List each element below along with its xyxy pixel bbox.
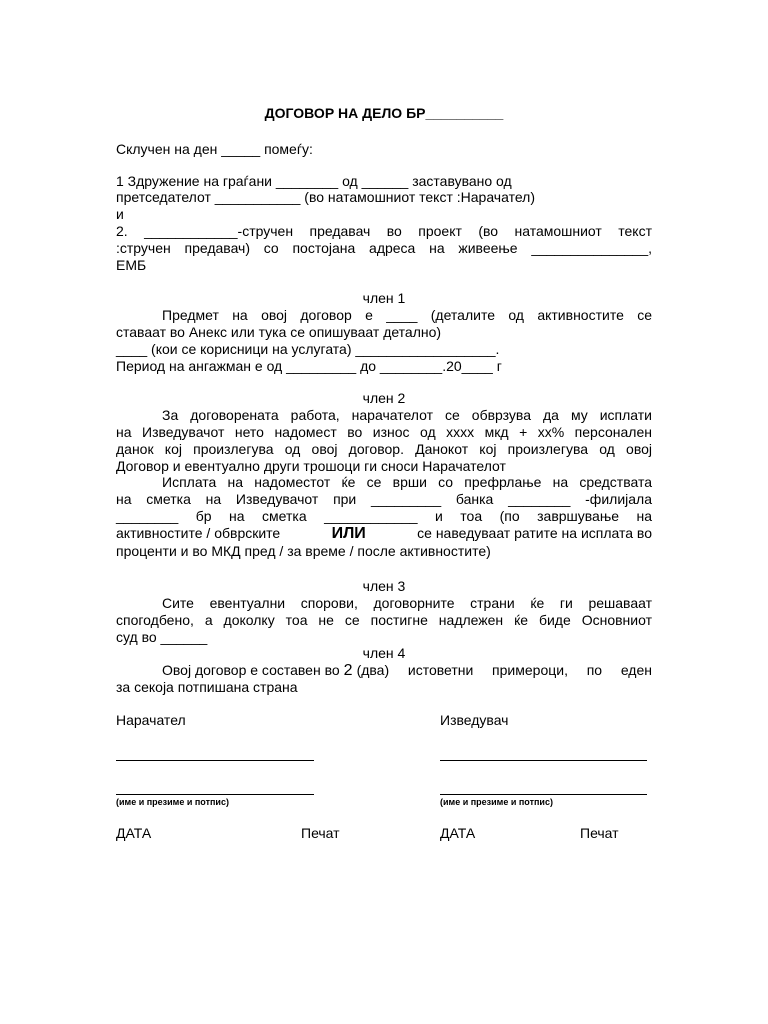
contractor-signature-line-2 (440, 794, 647, 795)
contractor-signature-line-1 (440, 760, 647, 761)
clause-2-line-7: ________ бр на сметка ____________ и тоа (по завршување на (116, 508, 652, 524)
clause-3-heading: член 3 (362, 578, 406, 594)
document-title: ДОГОВОР НА ДЕЛО БР__________ (264, 105, 504, 121)
clause-1-line-4: Период на ангажман е од _________ до ________.20____ г (116, 358, 502, 374)
clause-4-line-1-end: (два) истоветни примероци, по еден (356, 662, 652, 678)
clause-2-heading: член 2 (362, 390, 406, 406)
clause-3-line-1: Сите евентуални спорови, договорните страни ќе ги решаваат (162, 595, 652, 611)
party-1-line-2: претседателот ___________ (во натамошниот текст :Нарачател) (116, 189, 535, 205)
conjunction-and: и (116, 206, 124, 222)
clause-2-line-5: Исплата на надоместот ќе се врши со префрлање на средствата (162, 474, 652, 490)
clause-2-line-8 (116, 524, 652, 543)
clause-2-line-4: Договор и евентуално други трошоци ги сноси Нарачателот (116, 458, 506, 474)
emphasis-or: ИЛИ (331, 525, 366, 542)
clause-1-line-1: Предмет на овој договор е ____ (деталите од активностите се (162, 307, 652, 323)
copies-count: 2 (343, 662, 353, 679)
clause-1-line-2: ставаат во Анекс или тука се опишуваат детално) (116, 324, 442, 340)
client-signature-caption: (име и презиме и потпис) (116, 797, 229, 807)
contractor-stamp-label: Печат (580, 825, 619, 841)
clause-2-line-6: на сметка на Изведувачот при _________ банка ________ -филијала (116, 491, 652, 507)
contractor-signature-caption: (име и презиме и потпис) (440, 797, 553, 807)
client-label: Нарачател (116, 712, 186, 728)
clause-1-heading: член 1 (362, 290, 406, 306)
party-1-line-1: 1 Здружение на граѓани ________ од ______ заставувано од (116, 173, 512, 189)
client-stamp-label: Печат (301, 825, 340, 841)
clause-3-line-3: суд во ______ (116, 629, 208, 645)
clause-1-line-3: ____ (кои се корисници на услугата) __________________. (116, 341, 500, 357)
clause-4-line-2: за секоја потпишана страна (116, 679, 298, 695)
contractor-label: Изведувач (440, 712, 509, 728)
clause-2-line-3: данок кој произлегува од овој договор. Данокот кој произлегува од овој (116, 441, 652, 457)
clause-3-line-2: спогодбено, а доколку тоа не се постигне надлежен ќе биде Основниот (116, 612, 652, 628)
party-2-line-3: ЕМБ (116, 257, 147, 273)
intro-line: Склучен на ден _____ помеѓу: (116, 141, 313, 157)
clause-2-line-9: проценти и во МКД пред / за време / после активностите) (116, 543, 491, 559)
client-date-label: ДАТА (116, 825, 152, 841)
client-signature-line-2 (116, 794, 314, 795)
party-2-line-2: :стручен предавач) со постојана адреса на живеење _______________, (116, 240, 652, 256)
clause-4-line-1-start: Овој договор е составен во (162, 662, 340, 678)
clause-2-line-2: на Изведувачот нето надомест во износ од xxxx мкд + xx% персонален (116, 424, 652, 440)
clause-2-line-1: За договорената работа, нарачателот се обврзува да му исплати (162, 407, 652, 423)
client-signature-line-1 (116, 760, 314, 761)
party-2-line-1: 2. ____________-стручен предавач во проект (во натамошниот текст (116, 223, 652, 239)
contractor-date-label: ДАТА (440, 825, 476, 841)
clause-2-line-8-start: активностите / обврските (116, 525, 281, 541)
clause-4-heading: член 4 (362, 645, 406, 661)
clause-2-line-8-end: се наведуваат ратите на исплата во (417, 525, 652, 541)
